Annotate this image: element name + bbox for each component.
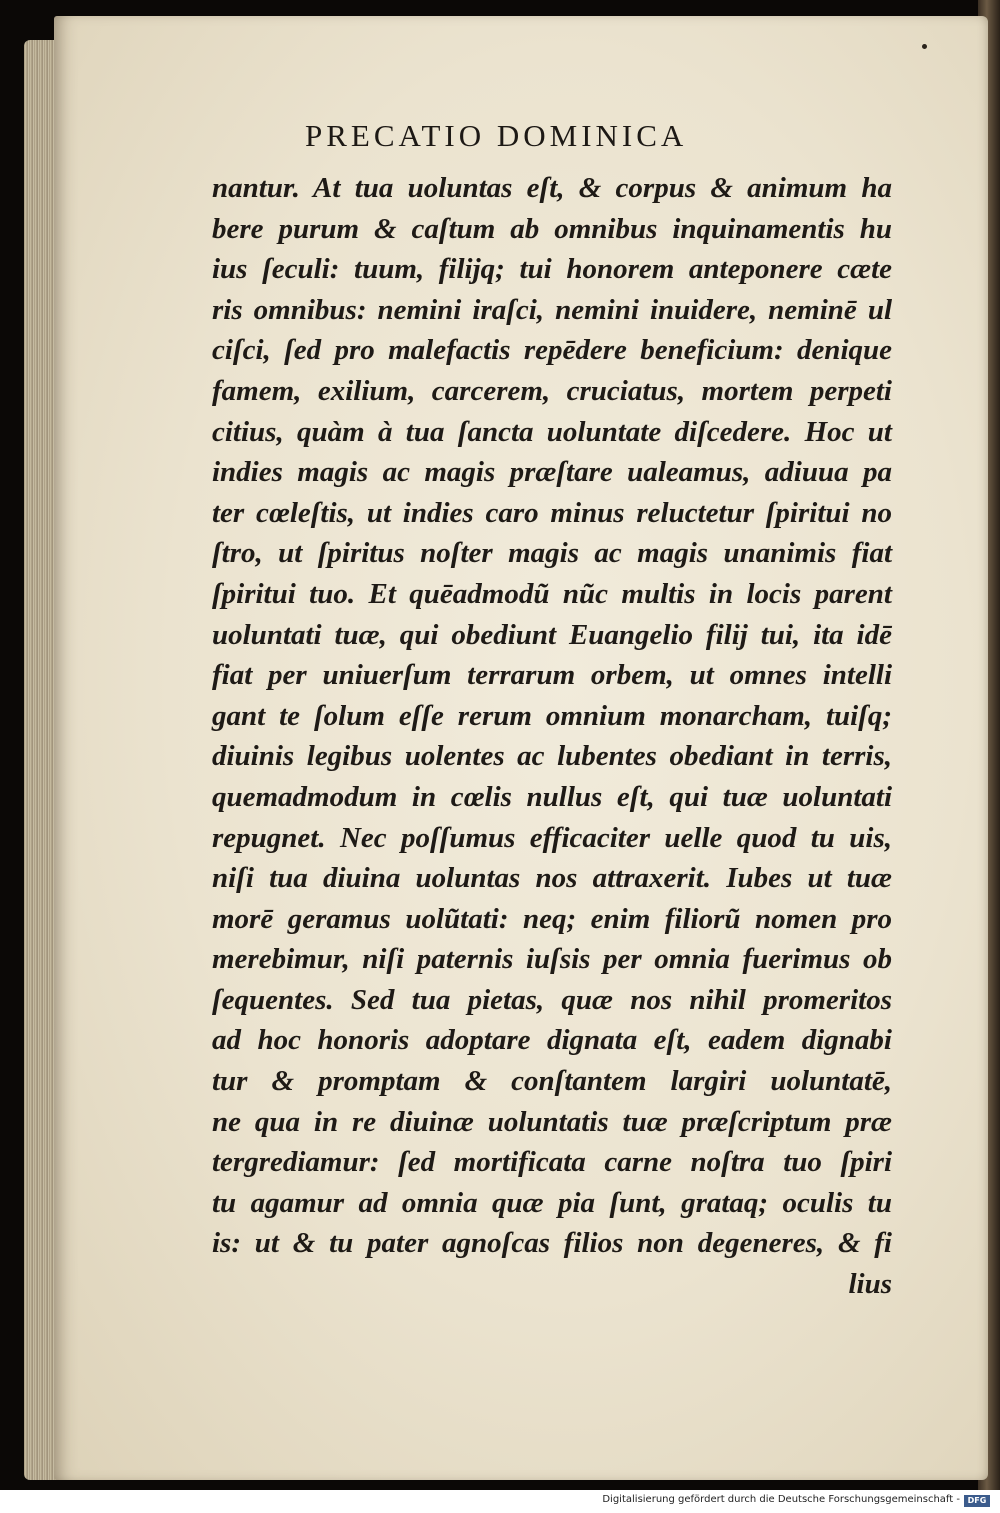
text-line: citius, quàm à tua ſancta uoluntate diſcedere. Hoc ut: [212, 415, 892, 448]
page-mark: [922, 44, 927, 49]
text-line: morē geramus uolũtati: neq; enim filiorũ nomen pro: [212, 902, 892, 935]
text-line: nantur. At tua uoluntas eſt, & corpus & animum ha: [212, 172, 892, 204]
text-line: ſtro, ut ſpiritus noſter magis ac magis unanimis fiat: [212, 537, 892, 570]
text-line: ſequentes. Sed tua pietas, quæ nos nihil promeritos: [212, 983, 892, 1016]
text-line: ius ſeculi: tuum, filijq; tui honorem anteponere cæte: [212, 253, 892, 286]
body-text: [212, 168, 892, 1305]
text-line: merebimur, niſi paternis iuſsis per omnia fuerimus ob: [212, 943, 892, 976]
text-line: repugnet. Nec poſſumus efficaciter uelle quod tu uis,: [212, 821, 892, 854]
text-line: tergrediamur: ſed mortificata carne noſtra tuo ſpiri: [212, 1146, 892, 1179]
running-head: PRECATIO DOMINICA: [305, 118, 688, 153]
text-line: diuinis legibus uolentes ac lubentes obediant in terris,: [212, 740, 892, 773]
text-line: lius: [848, 1268, 892, 1301]
text-line: niſi tua diuina uoluntas nos attraxerit. Iubes ut tuæ: [212, 862, 892, 895]
text-line: ter cœleſtis, ut indies caro minus reluctetur ſpiritui no: [212, 496, 892, 529]
text-line: famem, exilium, carcerem, cruciatus, mortem perpeti: [212, 374, 892, 407]
text-line: fiat per uniuerſum terrarum orbem, ut omnes intelli: [212, 659, 892, 692]
text-line: bere purum & caſtum ab omnibus inquinamentis hu: [212, 212, 892, 245]
text-line: uoluntati tuæ, qui obediunt Euangelio filij tui, ita idē: [212, 618, 892, 651]
digitization-footer: [0, 1490, 1000, 1513]
text-line: indies magis ac magis præſtare ualeamus, adiuua pa: [212, 456, 892, 489]
text-line: is: ut & tu pater agnoſcas filios non degeneres, & fi: [212, 1227, 892, 1260]
text-line: tu agamur ad omnia quæ pia ſunt, grataq; oculis tu: [212, 1186, 892, 1219]
text-line: ne qua in re diuinæ uoluntatis tuæ præſcriptum præ: [212, 1105, 892, 1138]
funding-credit: Digitalisierung gefördert durch die Deutsche Forschungsgemeinschaft -: [602, 1494, 960, 1505]
text-line: gant te ſolum eſſe rerum omnium monarcham, tuiſq;: [212, 699, 892, 732]
dfg-logo: DFG: [964, 1495, 990, 1507]
text-line: tur & promptam & conſtantem largiri uoluntatē,: [212, 1065, 892, 1098]
text-line: quemadmodum in cœlis nullus eſt, qui tuæ uoluntati: [212, 780, 892, 813]
text-line: ciſci, ſed pro malefactis repēdere beneficium: denique: [212, 334, 892, 367]
text-line: ad hoc honoris adoptare dignata eſt, eadem dignabi: [212, 1024, 892, 1057]
text-line: ris omnibus: nemini iraſci, nemini inuidere, neminē ul: [212, 293, 892, 326]
text-line: ſpiritui tuo. Et quēadmodũ nũc multis in locis parent: [212, 577, 892, 610]
